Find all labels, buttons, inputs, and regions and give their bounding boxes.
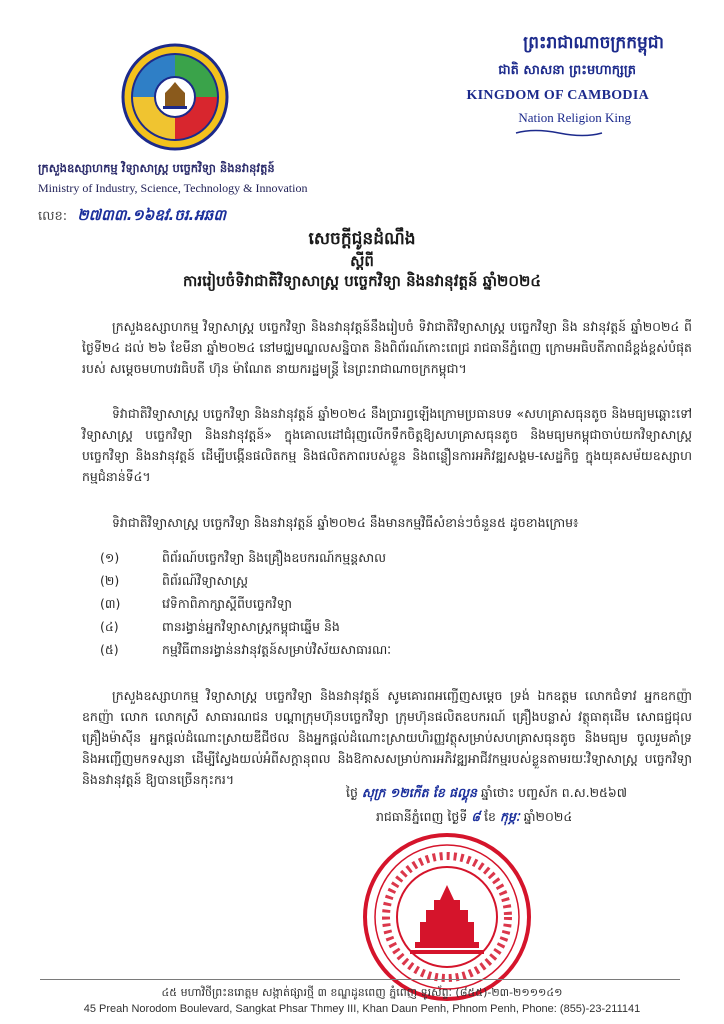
notice-title: សេចក្តីជូនដំណឹង xyxy=(308,229,416,249)
footer-address-kh: ៤៥ មហាវិថីព្រះនរោត្តម សង្កាត់ផ្សារថ្មី ៣ ខណ្ឌដូនពេញ ភ្នំពេញ ទូរស័ព្ទៈ (៨៥៥)-២៣-២១១១៤១ xyxy=(161,986,563,999)
footer-address-en: 45 Preah Norodom Boulevard, Sangkat Phsar Thmey III, Khan Daun Penh, Phnom Penh, Phone: (855)-23-211141 xyxy=(83,1003,641,1015)
paragraph-invitation: ក្រសួងឧស្សាហកម្ម វិទ្យាសាស្ត្រ បច្ចេកវិទ្យា និងនវានុវត្តន៍ សូមគោរពអញ្ជើញសម្តេច ទ្រង់ ឯកឧត្តម លោកជំទាវ អ្នកឧកញ៉ា ឧកញ៉ា លោក លោកស្រី សាធារណជន បណ្តាក្រុមហ៊ុនបច្ចេកវិទ្យា ក្រុមហ៊ុនផលិតឧបករណ៍ គ្រឿងបន្លាស់ វត្ថុធាតុដើម សោធជ្ជជុលគ្រឿងម៉ាស៊ីន អ្នកផ្តល់ដំណោះស្រាយឌីជីថល និងអ្នកផ្តល់ដំណោះស្រាយហិរញ្ញវត្ថុសម្រាប់សហគ្រាសធុនតូច និងមធ្យម ចូលរួមគាំទ្រ និងអញ្ជើញមកទស្សនា ដើម្បីស្វែងយល់អំពីសក្តានុពល និងឱកាសសម្រាប់ការអភិវឌ្ឍអាជីវកម្មរបស់ខ្លួនតាមរយៈវិទ្យាសាស្ត្រ បច្ចេកវិទ្យា និងនវានុវត្តន៍ ឱ្យបានច្រើនកុះករ។ xyxy=(82,688,692,787)
reference-number xyxy=(38,206,226,228)
list-item xyxy=(100,594,660,617)
list-item-text: កម្មវិធីពានរង្វាន់នវានុវត្តន៍សម្រាប់វិស័យសាធារណៈ xyxy=(162,642,392,657)
list-item-number: (៣) xyxy=(100,596,121,611)
solar-date-prefix: រាជធានីភ្នំពេញ ថ្ងៃទី xyxy=(376,809,468,824)
solar-date-year: ឆ្នាំ២០២៤ xyxy=(523,809,573,824)
paragraph-theme: ទិវាជាតិវិទ្យាសាស្ត្រ បច្ចេកវិទ្យា និងនវានុវត្តន៍ ឆ្នាំ២០២៤ នឹងប្រារព្ធឡើងក្រោមប្រធានបទ «សហគ្រាសធុនតូច និងមធ្យមឆ្ពោះទៅវិទ្យាសាស្ត្រ បច្ចេកវិទ្យា និងនវានុវត្តន៍» ក្នុងគោលដៅជំរុញលើកទឹកចិត្តឱ្យសហគ្រាសធុនតូច និងមធ្យមកម្ពុជាចាប់យកវិទ្យាសាស្ត្រ បច្ចេកវិទ្យា និងនវានុវត្តន៍ ដើម្បីបង្កើនផលិតកម្ម និងផលិតភាពរបស់ខ្លួន និងពន្លឿនការអភិវឌ្ឍសង្គម-សេដ្ឋកិច្ច ក្នុងយុគសម័យឧស្សាហកម្មជំនាន់ទី៤។ xyxy=(82,406,692,484)
reference-value: ២៧៣៣.១៦ឧវ.ចរ.អឆ៣ xyxy=(77,206,227,224)
paragraph-intro: ក្រសួងឧស្សាហកម្ម វិទ្យាសាស្ត្រ បច្ចេកវិទ្យា និងនវានុវត្តន៍នឹងរៀបចំ ទិវាជាតិវិទ្យាសាស្ត្រ បច្ចេកវិទ្យា និង នវានុវត្តន៍ ឆ្នាំ២០២៤ ពីថ្ងៃទី២៤ ដល់ ២៦ ខែមីនា ឆ្នាំ២០២៤ នៅមជ្ឈមណ្ឌលសន្និបាត និងពិព័រណ៍កោះពេជ្រ រាជធានីភ្នំពេញ ក្រោមអធិបតីភាពដ៏ខ្ពង់ខ្ពស់បំផុតរបស់ សម្តេចមហាបវរធិបតី ហ៊ុន ម៉ាណែត នាយករដ្ឋមន្ត្រី នៃព្រះរាជាណាចក្រកម្ពុជា។ xyxy=(82,319,692,376)
ornament-divider-icon xyxy=(514,128,604,138)
footer-divider xyxy=(40,979,680,980)
ministry-logo-icon xyxy=(120,40,230,155)
kingdom-name-en: KINGDOM OF CAMBODIA xyxy=(466,88,649,103)
kingdom-name-kh: ព្រះរាជាណាចក្រកម្ពុជា xyxy=(523,33,664,53)
list-item-text: ពិព័រណ៍បច្ចេកវិទ្យា និងគ្រឿងឧបករណ៍កម្មន្តសាល xyxy=(162,550,387,565)
list-item-number: (៥) xyxy=(100,642,119,657)
solar-date-month: កុម្ភៈ xyxy=(499,809,520,824)
list-item xyxy=(100,571,660,594)
list-item-text: ពិព័រណ៍វិទ្យាសាស្ត្រ xyxy=(162,573,248,588)
paragraph-programs: ទិវាជាតិវិទ្យាសាស្ត្រ បច្ចេកវិទ្យា និងនវានុវត្តន៍ ឆ្នាំ២០២៤ នឹងមានកម្មវិធីសំខាន់ៗចំនួន៥ ដូចខាងក្រោម៖ xyxy=(112,515,579,530)
list-item-number: (១) xyxy=(100,550,120,565)
list-item-number: (២) xyxy=(100,573,120,588)
lunar-date xyxy=(346,785,627,804)
lunar-date-handwritten: សុក្រ ១២កើត ខែ ផល្គុន xyxy=(361,785,477,800)
ministry-name-en: Ministry of Industry, Science, Technology & Innovation xyxy=(38,181,308,195)
program-list xyxy=(100,548,660,663)
lunar-date-prefix: ថ្ងៃ xyxy=(346,785,358,800)
motto-kh: ជាតិ សាសនា ព្រះមហាក្សត្រ xyxy=(498,63,636,78)
solar-date xyxy=(376,809,572,828)
list-item xyxy=(100,617,660,640)
solar-date-day: ៨ xyxy=(471,809,481,824)
solar-date-month-label: ខែ xyxy=(484,809,496,824)
list-item-text: វេទិកាពិភាក្សាស្តីពីបច្ចេកវិទ្យា xyxy=(162,596,293,611)
list-item xyxy=(100,640,660,663)
list-item-number: (៤) xyxy=(100,619,119,634)
notice-title-about: ស្តីពី xyxy=(350,252,374,270)
list-item xyxy=(100,548,660,571)
list-item-text: ពានរង្វាន់អ្នកវិទ្យាសាស្ត្រកម្ពុជាឆ្នើម និង xyxy=(162,619,340,634)
lunar-date-suffix: ឆ្នាំថោះ បញ្ចស័ក ព.ស.២៥៦៧ xyxy=(480,785,628,800)
reference-label: លេខ: xyxy=(38,209,68,224)
motto-en: Nation Religion King xyxy=(518,110,631,125)
notice-subject: ការរៀបចំទិវាជាតិវិទ្យាសាស្ត្រ បច្ចេកវិទ្យា និងនវានុវត្តន៍ ឆ្នាំ២០២៤ xyxy=(183,272,541,290)
ministry-name-kh: ក្រសួងឧស្សាហកម្ម វិទ្យាសាស្ត្រ បច្ចេកវិទ្យា និងនវានុវត្តន៍ xyxy=(38,161,275,175)
